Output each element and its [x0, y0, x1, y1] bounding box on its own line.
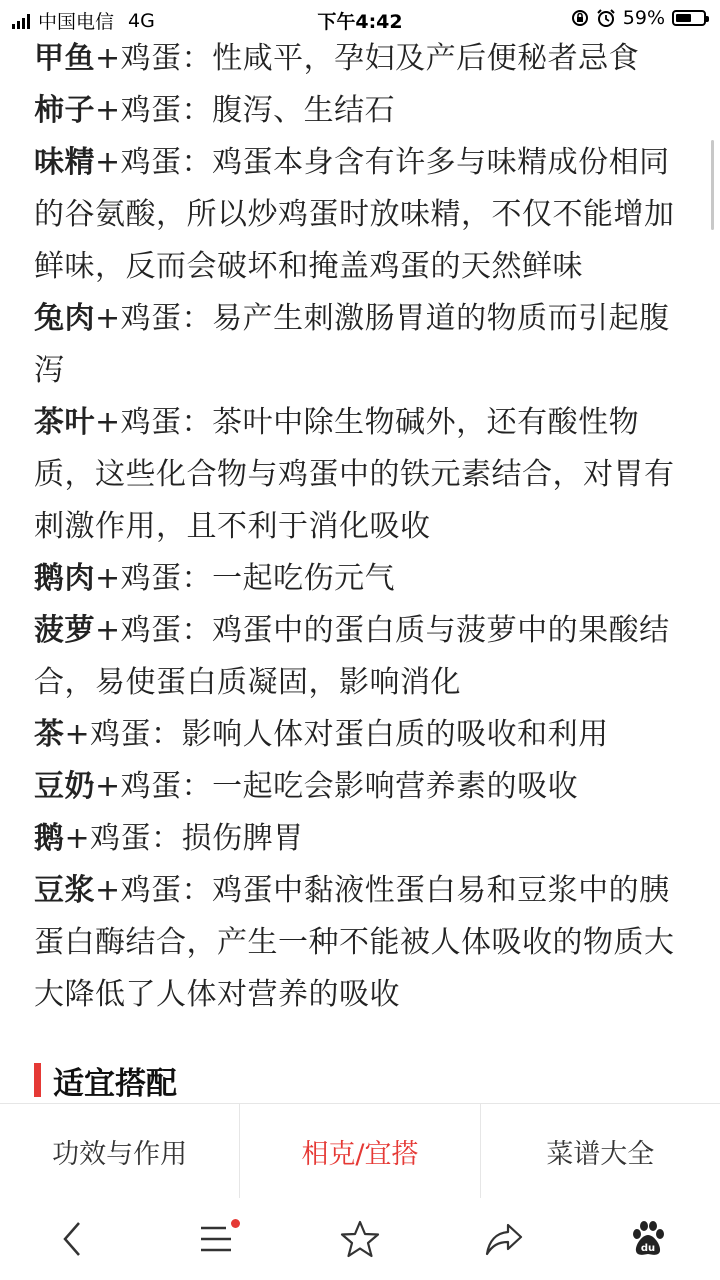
category-tabs	[0, 1103, 720, 1199]
entry-description: +鸡蛋：腹泻、生结石	[95, 93, 396, 128]
entry-food-name: 鹅肉	[34, 561, 95, 596]
entry-description: +鸡蛋：茶叶中除生物碱外，还有酸性物质，这些化合物与鸡蛋中的铁元素结合，对胃有刺激作用，且不利于消化吸收	[34, 405, 675, 544]
compatibility-entry	[34, 553, 694, 605]
chevron-left-icon	[57, 1219, 87, 1259]
status-bar	[0, 0, 720, 36]
notification-dot	[231, 1219, 240, 1228]
tab-recipes[interactable]: 菜谱大全	[546, 1138, 655, 1170]
section-title: 适宜搭配	[53, 1065, 177, 1102]
entry-description: +鸡蛋：影响人体对蛋白质的吸收和利用	[64, 717, 609, 752]
back-button[interactable]	[42, 1209, 102, 1269]
entry-description: +鸡蛋：性咸平，孕妇及产后便秘者忌食	[95, 41, 640, 76]
compatibility-entry	[34, 137, 694, 293]
scrollbar[interactable]	[711, 140, 714, 230]
entry-food-name: 豆奶	[34, 769, 95, 804]
tab-effects[interactable]: 功效与作用	[0, 1104, 240, 1198]
compatibility-entry	[34, 397, 694, 553]
share-button[interactable]	[474, 1209, 534, 1269]
compatibility-entry	[34, 865, 694, 1021]
alarm-icon	[596, 8, 616, 28]
entry-food-name: 兔肉	[34, 301, 95, 336]
entry-food-name: 豆浆	[34, 873, 95, 908]
entry-food-name: 甲鱼	[34, 41, 95, 76]
tab-compatibility[interactable]: 相克/宜搭	[240, 1104, 480, 1198]
network-type: 4G	[128, 9, 155, 32]
menu-icon	[198, 1223, 234, 1255]
section-accent-bar	[34, 1063, 41, 1097]
rotation-lock-icon	[571, 9, 589, 27]
entry-description: +鸡蛋：易产生刺激肠胃道的物质而引起腹泻	[34, 301, 670, 388]
entry-food-name: 鹅	[34, 821, 65, 856]
svg-text:du: du	[640, 1243, 656, 1254]
entry-food-name: 茶叶	[34, 405, 95, 440]
battery-fill	[676, 14, 691, 22]
favorite-button[interactable]	[330, 1209, 390, 1269]
carrier-name: 中国电信	[38, 11, 115, 33]
share-arrow-icon	[484, 1221, 524, 1257]
compatibility-entry	[34, 709, 694, 761]
entry-food-name: 茶	[34, 717, 65, 752]
menu-button[interactable]	[186, 1209, 246, 1269]
article-content	[34, 33, 694, 1021]
entry-description: +鸡蛋：损伤脾胃	[64, 821, 304, 856]
compatibility-entry	[34, 605, 694, 709]
star-icon	[340, 1219, 380, 1259]
entry-description: +鸡蛋：鸡蛋中黏液性蛋白易和豆浆中的胰蛋白酶结合，产生一种不能被人体吸收的物质大大降低了人体对营养的吸收	[34, 873, 675, 1012]
entry-description: +鸡蛋：一起吃伤元气	[95, 561, 396, 596]
entry-food-name: 味精	[34, 145, 95, 180]
baidu-button[interactable]	[618, 1209, 678, 1269]
entry-food-name: 柿子	[34, 93, 95, 128]
compatibility-entry	[34, 33, 694, 85]
browser-toolbar	[0, 1198, 720, 1280]
entry-description: +鸡蛋：鸡蛋本身含有许多与味精成份相同的谷氨酸，所以炒鸡蛋时放味精，不仅不能增加鲜味，反而会破坏和掩盖鸡蛋的天然鲜味	[34, 145, 675, 284]
entry-description: +鸡蛋：鸡蛋中的蛋白质与菠萝中的果酸结合，易使蛋白质凝固，影响消化	[34, 613, 670, 700]
compatibility-entry	[34, 293, 694, 397]
compatibility-entry	[34, 813, 694, 865]
entry-food-name: 菠萝	[34, 613, 95, 648]
entry-description: +鸡蛋：一起吃会影响营养素的吸收	[95, 769, 579, 804]
battery-percent: 59%	[622, 7, 665, 29]
baidu-paw-icon	[628, 1219, 668, 1259]
section-heading	[34, 1060, 177, 1100]
battery-icon	[672, 10, 706, 26]
compatibility-entry	[34, 761, 694, 813]
compatibility-entry	[34, 85, 694, 137]
clock: 下午4:42	[317, 11, 403, 33]
